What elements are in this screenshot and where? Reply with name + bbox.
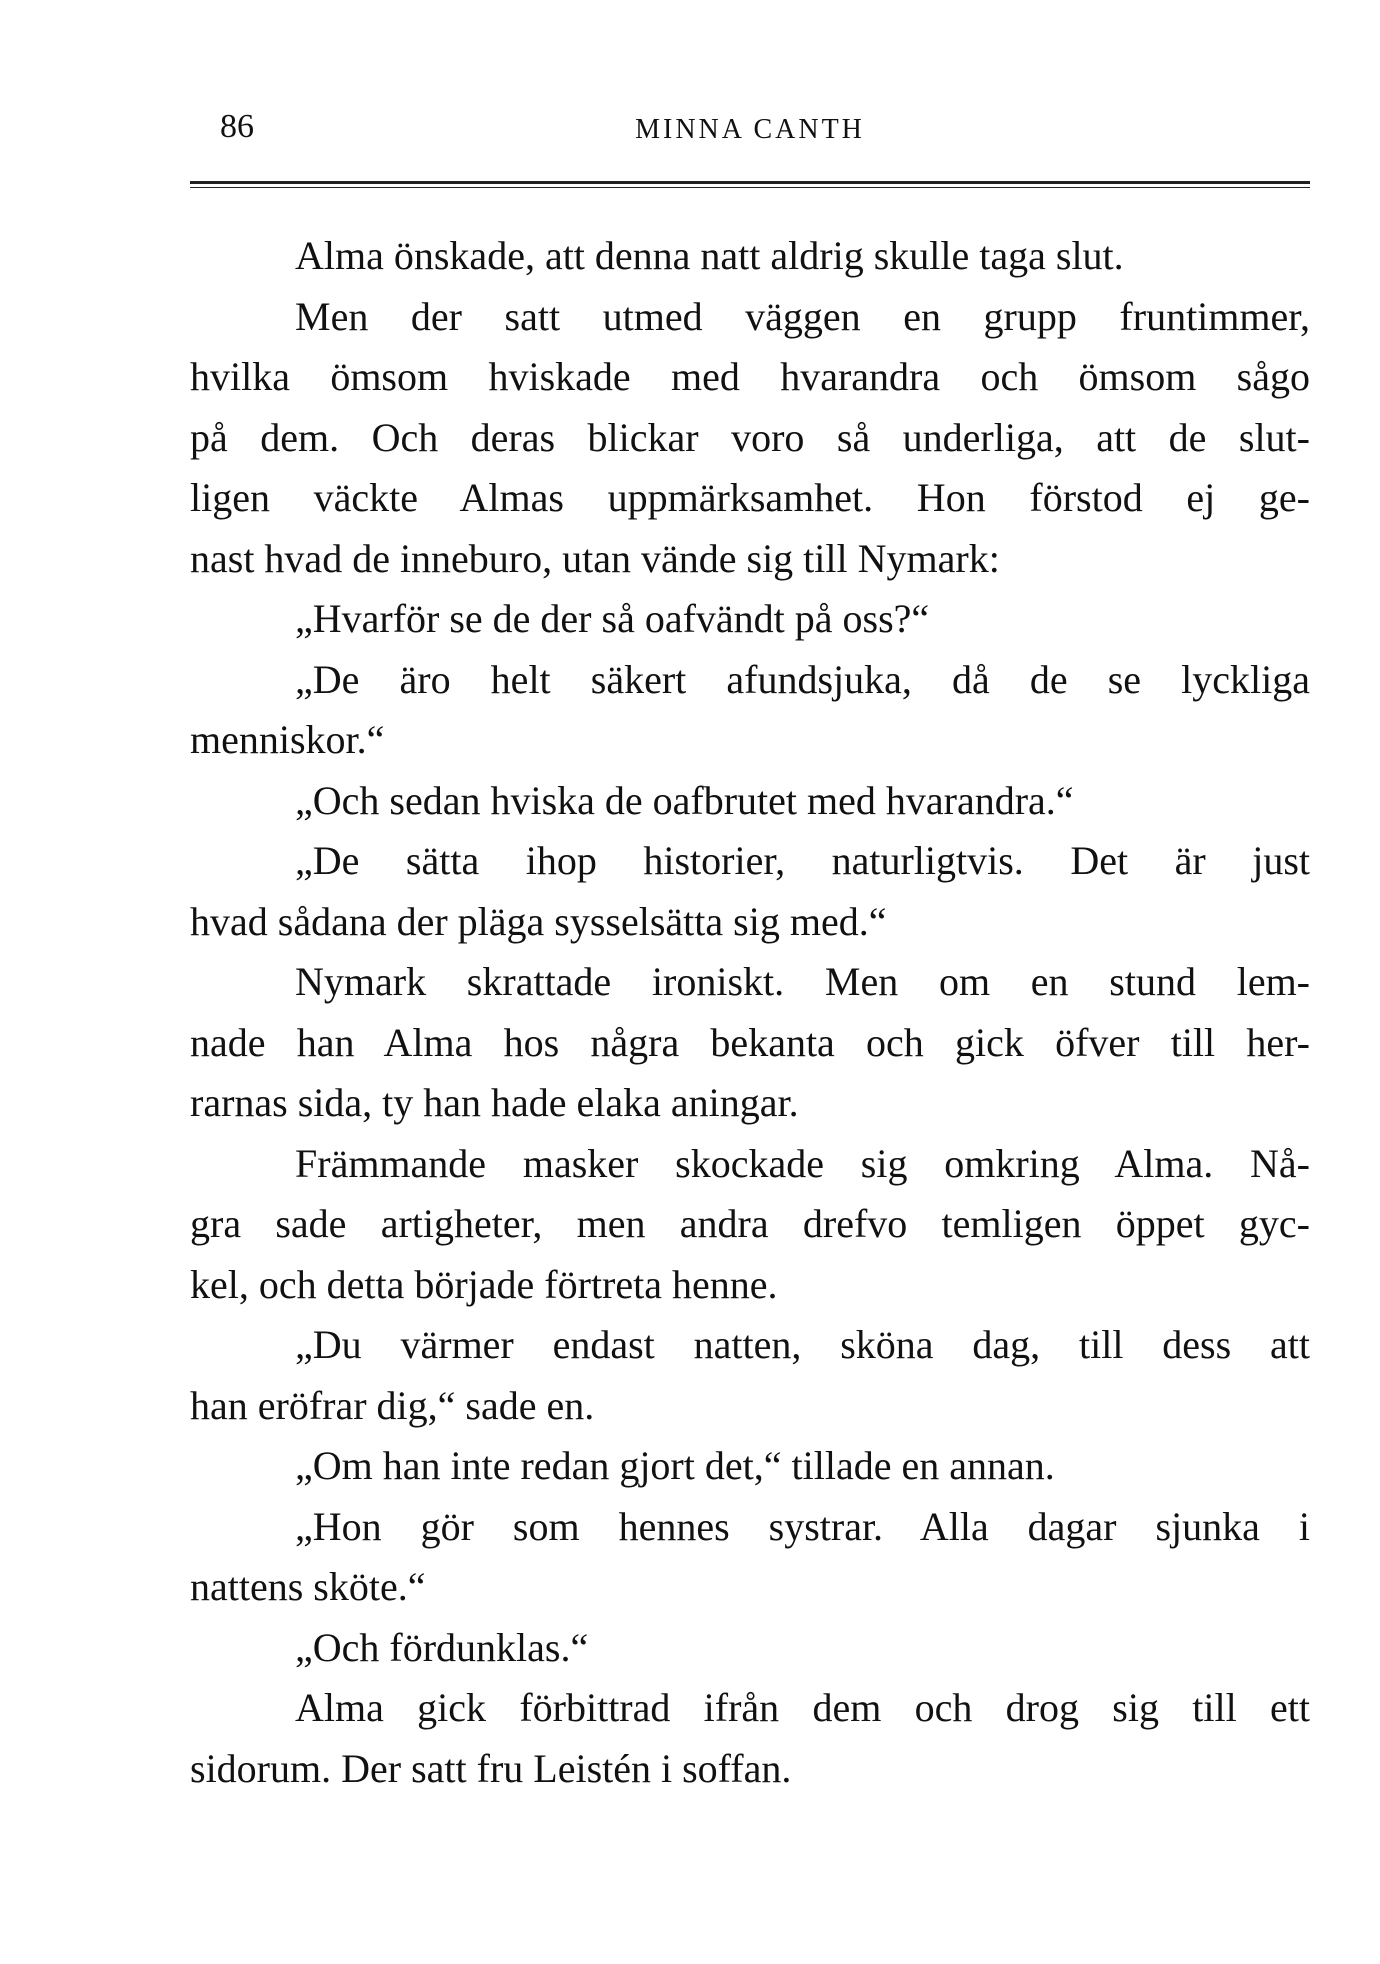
text-line: hvilka ömsom hviskade med hvarandra och ömsom sågo: [190, 354, 1310, 399]
text-line: „Och sedan hviska de oafbrutet med hvarandra.“: [295, 777, 1074, 823]
text-line: Men der satt utmed väggen en grupp fruntimmer,: [295, 293, 1310, 339]
text-line: kel, och detta började förtreta henne.: [190, 1261, 778, 1307]
text-line: „De sätta ihop historier, naturligtvis. Det är just: [295, 838, 1310, 883]
text-line: Alma önskade, att denna natt aldrig skulle taga slut.: [295, 233, 1124, 278]
text-line: rarnas sida, ty han hade elaka aningar.: [190, 1080, 799, 1125]
text-line: nast hvad de inneburo, utan vände sig till Nymark:: [190, 535, 1000, 581]
text-line: „De äro helt säkert afundsjuka, då de se lyckliga: [295, 656, 1310, 702]
text-line: hvad sådana der pläga sysselsätta sig med.“: [190, 898, 887, 944]
text-line: Nymark skrattade ironiskt. Men om en stund lem-: [295, 959, 1310, 1004]
page-header: [190, 100, 1310, 160]
text-line: gra sade artigheter, men andra drefvo temligen öppet gyc-: [190, 1201, 1310, 1246]
text-line: „Om han inte redan gjort det,“ tillade en annan.: [295, 1443, 1055, 1488]
body-text: [190, 226, 1310, 1799]
text-line: nattens sköte.“: [190, 1564, 426, 1609]
text-line: han eröfrar dig,“ sade en.: [190, 1382, 595, 1428]
running-title: MINNA CANTH: [635, 114, 865, 145]
page-number: 86: [220, 108, 254, 145]
text-line: på dem. Och deras blickar voro så underliga, att de slut-: [190, 414, 1310, 460]
text-line: Alma gick förbittrad ifrån dem och drog sig till ett: [295, 1685, 1310, 1730]
text-line: „Hon gör som hennes systrar. Alla dagar sjunka i: [295, 1503, 1310, 1549]
text-line: menniskor.“: [190, 717, 385, 762]
text-line: nade han Alma hos några bekanta och gick öfver till her-: [190, 1019, 1310, 1065]
text-line: ligen väckte Almas uppmärksamhet. Hon förstod ej ge-: [190, 475, 1310, 520]
text-line: Främmande masker skockade sig omkring Alma. Nå-: [295, 1140, 1310, 1186]
text-line: „Du värmer endast natten, sköna dag, till dess att: [295, 1322, 1310, 1367]
header-rule: [190, 181, 1310, 188]
text-line: „Hvarför se de der så oafvändt på oss?“: [295, 596, 930, 641]
text-line: sidorum. Der satt fru Leistén i soffan.: [190, 1745, 792, 1791]
text-line: „Och fördunklas.“: [295, 1624, 589, 1670]
